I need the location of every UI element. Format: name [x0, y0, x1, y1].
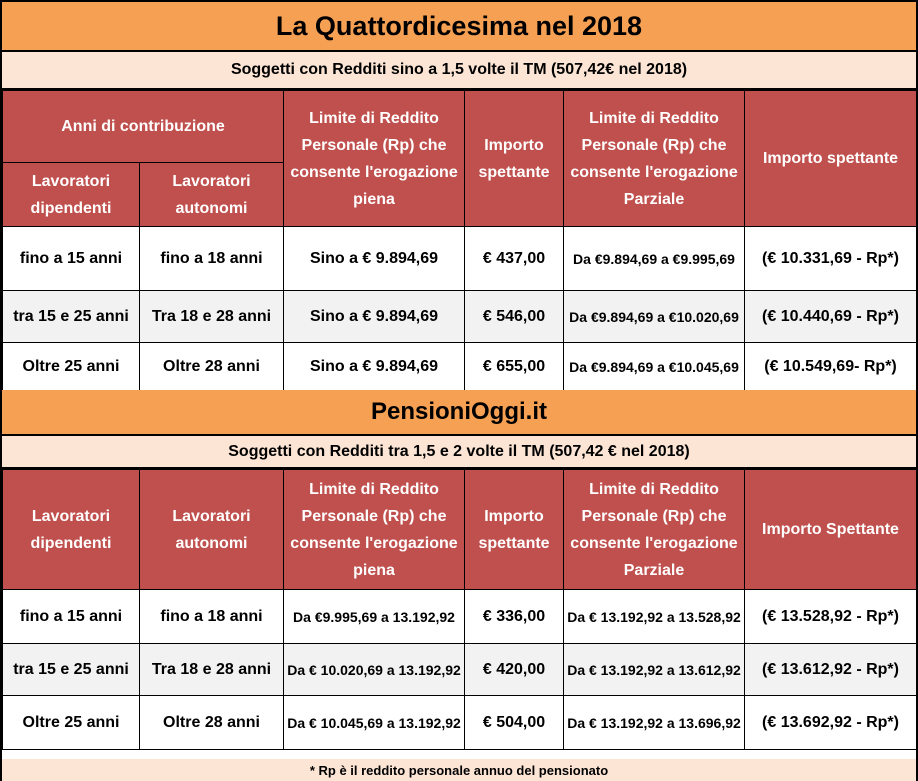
cell-amount: € 546,00 [465, 291, 564, 343]
cell-limit-partial: Da € 13.192,92 a 13.696,92 [564, 696, 745, 750]
table2-header-employees: Lavoratori dipendenti [3, 470, 140, 590]
section-subtitle-2-text: Soggetti con Redditi tra 1,5 e 2 volte il TM (507,42 € nel 2018) [228, 442, 690, 460]
brand-text: PensioniOggi.it [370, 398, 547, 425]
cell-limit-full: Sino a € 9.894,69 [284, 291, 465, 343]
cell-self-employed: fino a 18 anni [140, 590, 284, 644]
cell-amount: € 437,00 [465, 227, 564, 291]
table-row [3, 227, 917, 291]
section-subtitle-1-text: Soggetti con Redditi sino a 1,5 volte il TM (507,42€ nel 2018) [230, 61, 688, 78]
table2-header-self-employed: Lavoratori autonomi [140, 470, 284, 590]
cell-employees: fino a 15 anni [3, 590, 140, 644]
cell-limit-full: Da € 10.045,69 a 13.192,92 [284, 696, 465, 750]
cell-employees: fino a 15 anni [3, 227, 140, 291]
cell-limit-full: Da € 10.020,69 a 13.192,92 [284, 644, 465, 696]
cell-limit-full: Sino a € 9.894,69 [284, 343, 465, 391]
cell-limit-partial: Da €9.894,69 a €10.045,69 [564, 343, 745, 391]
cell-self-employed: fino a 18 anni [140, 227, 284, 291]
cell-employees: tra 15 e 25 anni [3, 291, 140, 343]
cell-limit-partial: Da €9.894,69 a €9.995,69 [564, 227, 745, 291]
table-row [3, 343, 917, 391]
cell-amount-partial: (€ 10.440,69 - Rp*) [745, 291, 917, 343]
table-row [3, 590, 917, 644]
footnote-text: * Rp è il reddito personale annuo del pensionato [309, 762, 609, 778]
table1-header-employees: Lavoratori dipendenti [3, 163, 140, 227]
cell-amount: € 336,00 [465, 590, 564, 644]
table-row [3, 291, 917, 343]
cell-amount-partial: (€ 10.331,69 - Rp*) [745, 227, 917, 291]
cell-self-employed: Tra 18 e 28 anni [140, 291, 284, 343]
table1-header-limit-partial: Limite di Reddito Personale (Rp) che consente l'erogazione Parziale [564, 91, 745, 227]
cell-amount: € 420,00 [465, 644, 564, 696]
cell-amount-partial: (€ 13.692,92 - Rp*) [745, 696, 917, 750]
footnote [2, 759, 916, 781]
cell-employees: Oltre 25 anni [3, 343, 140, 391]
section-subtitle-2 [2, 436, 916, 469]
cell-limit-partial: Da € 13.192,92 a 13.612,92 [564, 644, 745, 696]
brand-banner [2, 390, 916, 436]
cell-amount-partial: (€ 13.528,92 - Rp*) [745, 590, 917, 644]
table2-header-limit-partial: Limite di Reddito Personale (Rp) che consente l'erogazione Parziale [564, 470, 745, 590]
cell-self-employed: Tra 18 e 28 anni [140, 644, 284, 696]
table2-header-limit-full: Limite di Reddito Personale (Rp) che consente l'erogazione piena [284, 470, 465, 590]
table1-header-amount: Importo spettante [465, 91, 564, 227]
page-title-text: La Quattordicesima nel 2018 [275, 10, 643, 41]
cell-limit-partial: Da € 13.192,92 a 13.528,92 [564, 590, 745, 644]
contribution-table-1 [2, 90, 917, 391]
table-row [3, 644, 917, 696]
table1-header-amount-partial: Importo spettante [745, 91, 917, 227]
table2-header-row [3, 470, 917, 590]
table1-header-limit-full: Limite di Reddito Personale (Rp) che consente l'erogazione piena [284, 91, 465, 227]
page-title [2, 2, 916, 52]
table2-header-amount-partial: Importo Spettante [745, 470, 917, 590]
cell-self-employed: Oltre 28 anni [140, 343, 284, 391]
cell-employees: tra 15 e 25 anni [3, 644, 140, 696]
cell-limit-full: Da €9.995,69 a 13.192,92 [284, 590, 465, 644]
table1-header-contribution-years: Anni di contribuzione [3, 91, 284, 163]
table1-header-self-employed: Lavoratori autonomi [140, 163, 284, 227]
table-row [3, 696, 917, 750]
cell-limit-full: Sino a € 9.894,69 [284, 227, 465, 291]
cell-self-employed: Oltre 28 anni [140, 696, 284, 750]
cell-amount: € 504,00 [465, 696, 564, 750]
table2-header-amount: Importo spettante [465, 470, 564, 590]
cell-employees: Oltre 25 anni [3, 696, 140, 750]
contribution-table-2 [2, 469, 917, 750]
cell-amount-partial: (€ 10.549,69- Rp*) [745, 343, 917, 391]
cell-limit-partial: Da €9.894,69 a €10.020,69 [564, 291, 745, 343]
cell-amount: € 655,00 [465, 343, 564, 391]
cell-amount-partial: (€ 13.612,92 - Rp*) [745, 644, 917, 696]
table1-header-row-1 [3, 91, 917, 163]
section-subtitle-1 [2, 52, 916, 90]
